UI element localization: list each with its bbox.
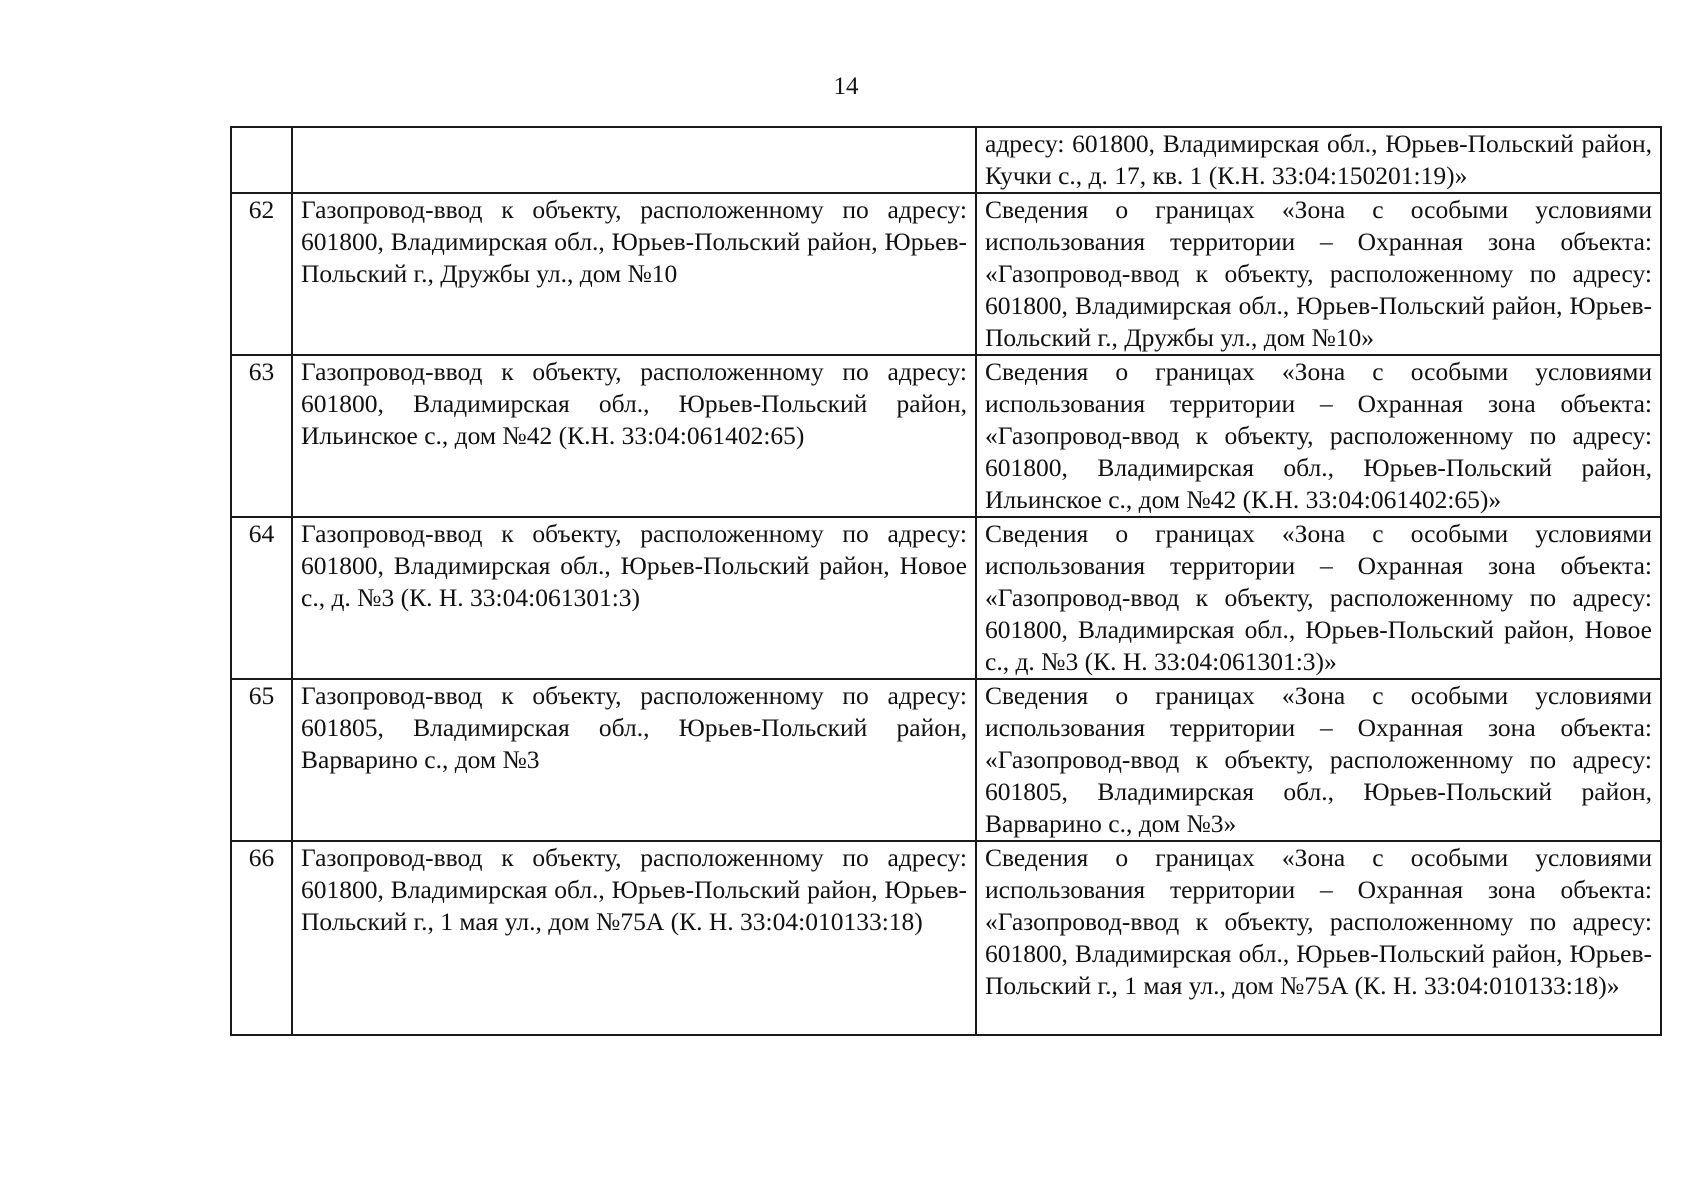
table-row bbox=[231, 517, 1661, 679]
table-row bbox=[231, 355, 1661, 517]
row-number-cell bbox=[231, 127, 292, 193]
object-name-cell bbox=[292, 127, 976, 193]
objects-table bbox=[230, 126, 1662, 1036]
table-row bbox=[231, 841, 1661, 1035]
object-name-cell: Газопровод-ввод к объекту, расположенному по адресу: 601805, Владимирская обл., Юрьев-Польский район, Варварино с., дом №3 bbox=[292, 679, 976, 841]
row-number-cell: 65 bbox=[231, 679, 292, 841]
object-name-cell: Газопровод-ввод к объекту, расположенному по адресу: 601800, Владимирская обл., Юрьев-Польский район, Юрьев-Польский г., 1 мая ул., дом №75А (К. Н. 33:04:010133:18) bbox=[292, 841, 976, 1035]
row-number-cell: 62 bbox=[231, 193, 292, 355]
row-number-cell: 63 bbox=[231, 355, 292, 517]
boundary-info-cell: адресу: 601800, Владимирская обл., Юрьев-Польский район, Кучки с., д. 17, кв. 1 (К.Н. 33:04:150201:19)» bbox=[976, 127, 1661, 193]
boundary-info-cell: Сведения о границах «Зона с особыми условиями использования территории – Охранная зона объекта: «Газопровод-ввод к объекту, расположенному по адресу: 601800, Владимирская обл., Юрьев-Польский район, Юрьев-Польский г., 1 мая ул., дом №75А (К. Н. 33:04:010133:18)» bbox=[976, 841, 1661, 1035]
row-number-cell: 64 bbox=[231, 517, 292, 679]
boundary-info-cell: Сведения о границах «Зона с особыми условиями использования территории – Охранная зона объекта: «Газопровод-ввод к объекту, расположенному по адресу: 601800, Владимирская обл., Юрьев-Польский район, Юрьев-Польский г., Дружбы ул., дом №10» bbox=[976, 193, 1661, 355]
object-name-cell: Газопровод-ввод к объекту, расположенному по адресу: 601800, Владимирская обл., Юрьев-Польский район, Новое с., д. №3 (К. Н. 33:04:061301:3) bbox=[292, 517, 976, 679]
object-name-cell: Газопровод-ввод к объекту, расположенному по адресу: 601800, Владимирская обл., Юрьев-Польский район, Ильинское с., дом №42 (К.Н. 33:04:061402:65) bbox=[292, 355, 976, 517]
row-number-cell: 66 bbox=[231, 841, 292, 1035]
page-number: 14 bbox=[833, 73, 859, 100]
boundary-info-cell: Сведения о границах «Зона с особыми условиями использования территории – Охранная зона объекта: «Газопровод-ввод к объекту, расположенному по адресу: 601800, Владимирская обл., Юрьев-Польский район, Новое с., д. №3 (К. Н. 33:04:061301:3)» bbox=[976, 517, 1661, 679]
table-row-continuation bbox=[231, 127, 1661, 193]
table-row bbox=[231, 679, 1661, 841]
boundary-info-cell: Сведения о границах «Зона с особыми условиями использования территории – Охранная зона объекта: «Газопровод-ввод к объекту, расположенному по адресу: 601805, Владимирская обл., Юрьев-Польский район, Варварино с., дом №3» bbox=[976, 679, 1661, 841]
object-name-cell: Газопровод-ввод к объекту, расположенному по адресу: 601800, Владимирская обл., Юрьев-Польский район, Юрьев-Польский г., Дружбы ул., дом №10 bbox=[292, 193, 976, 355]
boundary-info-cell: Сведения о границах «Зона с особыми условиями использования территории – Охранная зона объекта: «Газопровод-ввод к объекту, расположенному по адресу: 601800, Владимирская обл., Юрьев-Польский район, Ильинское с., дом №42 (К.Н. 33:04:061402:65)» bbox=[976, 355, 1661, 517]
table-row bbox=[231, 193, 1661, 355]
